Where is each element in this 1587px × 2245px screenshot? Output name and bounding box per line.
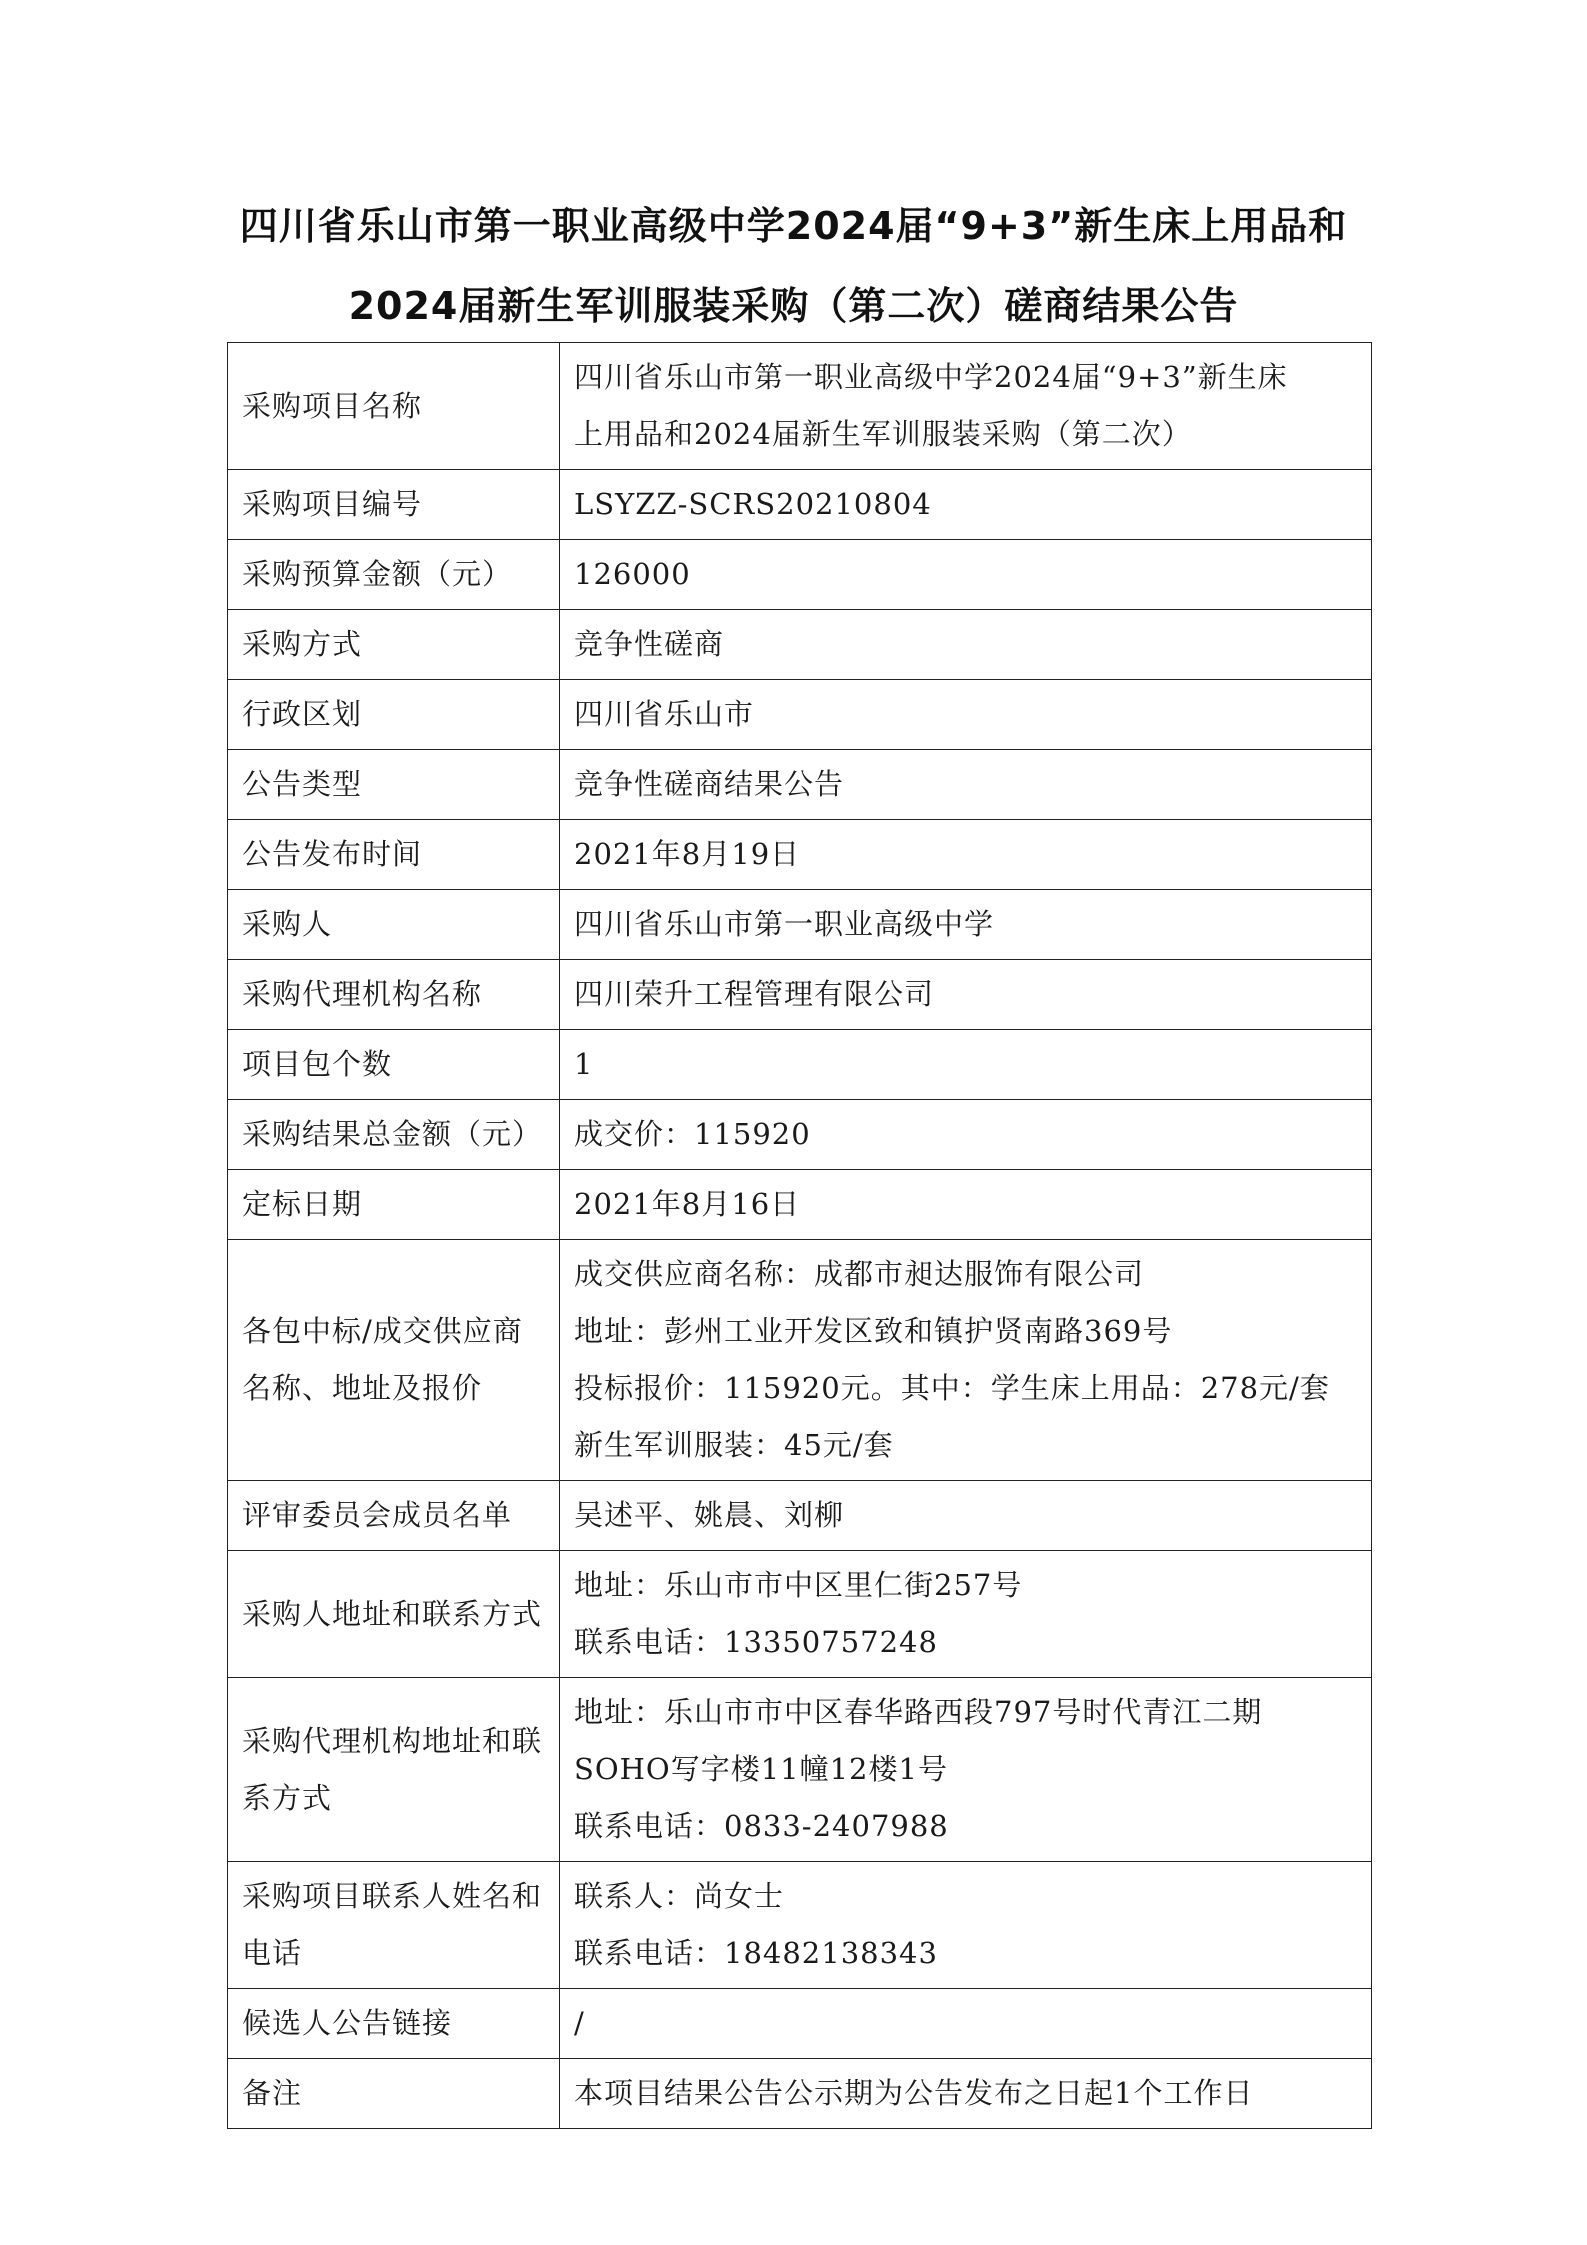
- value-line: 联系电话：18482138343: [574, 1936, 938, 1970]
- row-label-notice-type: 公告类型: [228, 750, 560, 820]
- row-value-agency-contact: [560, 1678, 1372, 1862]
- row-label-project-contact: 采购项目联系人姓名和电话: [228, 1862, 560, 1989]
- row-value-project-contact: [560, 1862, 1372, 1989]
- row-value-package-count: [560, 1030, 1372, 1100]
- row-label-supplier-info: 各包中标/成交供应商名称、地址及报价: [228, 1240, 560, 1481]
- table-row: [228, 343, 1372, 470]
- row-value-purchaser-contact: [560, 1551, 1372, 1678]
- value-line: 上用品和2024届新生军训服装采购（第二次）: [574, 417, 1192, 451]
- procurement-result-table: [227, 342, 1372, 2129]
- value-line: 2021年8月16日: [574, 1187, 801, 1221]
- row-value-budget: [560, 540, 1372, 610]
- value-line: SOHO写字楼11幢12楼1号: [574, 1752, 948, 1786]
- table-row: [228, 890, 1372, 960]
- row-label-agency-name: 采购代理机构名称: [228, 960, 560, 1030]
- row-value-project-name: [560, 343, 1372, 470]
- value-line: 成交供应商名称：成都市昶达服饰有限公司: [574, 1257, 1145, 1291]
- table-row: [228, 1989, 1372, 2059]
- table-row: [228, 1170, 1372, 1240]
- row-label-publish-time: 公告发布时间: [228, 820, 560, 890]
- row-value-region: [560, 680, 1372, 750]
- table-row: [228, 1100, 1372, 1170]
- row-value-agency-name: [560, 960, 1372, 1030]
- value-line: 联系电话：0833-2407988: [574, 1809, 949, 1843]
- table-row: [228, 470, 1372, 540]
- value-line: 地址：彭州工业开发区致和镇护贤南路369号: [574, 1314, 1173, 1348]
- value-line: 四川荣升工程管理有限公司: [574, 977, 935, 1011]
- value-line: 四川省乐山市: [574, 697, 755, 731]
- table-row: [228, 1030, 1372, 1100]
- row-label-candidate-link: 候选人公告链接: [228, 1989, 560, 2059]
- table-row: [228, 540, 1372, 610]
- row-value-award-date: [560, 1170, 1372, 1240]
- row-value-publish-time: [560, 820, 1372, 890]
- table-row: [228, 1678, 1372, 1862]
- row-label-award-date: 定标日期: [228, 1170, 560, 1240]
- row-label-purchaser: 采购人: [228, 890, 560, 960]
- value-line: 2021年8月19日: [574, 837, 801, 871]
- row-value-method: [560, 610, 1372, 680]
- row-value-candidate-link: [560, 1989, 1372, 2059]
- document-title-line-1: 四川省乐山市第一职业高级中学2024届“9+3”新生床上用品和: [239, 204, 1348, 248]
- table-row: [228, 960, 1372, 1030]
- row-label-committee: 评审委员会成员名单: [228, 1481, 560, 1551]
- row-label-package-count: 项目包个数: [228, 1030, 560, 1100]
- row-label-total-amount: 采购结果总金额（元）: [228, 1100, 560, 1170]
- table-row: [228, 1551, 1372, 1678]
- row-value-project-number: [560, 470, 1372, 540]
- value-line: /: [574, 2006, 585, 2040]
- row-value-notice-type: [560, 750, 1372, 820]
- value-line: 本项目结果公告公示期为公告发布之日起1个工作日: [574, 2076, 1254, 2110]
- row-label-method: 采购方式: [228, 610, 560, 680]
- row-label-region: 行政区划: [228, 680, 560, 750]
- table-row: [228, 750, 1372, 820]
- table-row: [228, 2059, 1372, 2129]
- table-row: [228, 1240, 1372, 1481]
- value-line: 四川省乐山市第一职业高级中学: [574, 907, 995, 941]
- value-line: 地址：乐山市市中区里仁街257号: [574, 1568, 1023, 1602]
- row-label-project-name: 采购项目名称: [228, 343, 560, 470]
- table-row: [228, 680, 1372, 750]
- value-line: 地址：乐山市市中区春华路西段797号时代青江二期: [574, 1695, 1263, 1729]
- row-value-total-amount: [560, 1100, 1372, 1170]
- row-value-supplier-info: [560, 1240, 1372, 1481]
- value-line: 吴述平、姚晨、刘柳: [574, 1498, 845, 1532]
- table-row: [228, 820, 1372, 890]
- value-line: 竞争性磋商: [574, 627, 725, 661]
- value-line: 新生军训服装：45元/套: [574, 1428, 894, 1462]
- value-line: 竞争性磋商结果公告: [574, 767, 845, 801]
- value-line: 126000: [574, 557, 691, 591]
- row-value-remarks: [560, 2059, 1372, 2129]
- value-line: LSYZZ-SCRS20210804: [574, 487, 932, 521]
- value-line: 联系人：尚女士: [574, 1879, 785, 1913]
- row-value-purchaser: [560, 890, 1372, 960]
- value-line: 1: [574, 1047, 594, 1081]
- row-label-project-number: 采购项目编号: [228, 470, 560, 540]
- value-line: 成交价：115920: [574, 1117, 811, 1151]
- table-row: [228, 1862, 1372, 1989]
- value-line: 联系电话：13350757248: [574, 1625, 938, 1659]
- table-row: [228, 610, 1372, 680]
- row-label-purchaser-contact: 采购人地址和联系方式: [228, 1551, 560, 1678]
- row-label-remarks: 备注: [228, 2059, 560, 2129]
- table-row: [228, 1481, 1372, 1551]
- value-line: 投标报价：115920元。其中：学生床上用品：278元/套: [574, 1371, 1330, 1405]
- value-line: 四川省乐山市第一职业高级中学2024届“9+3”新生床: [574, 360, 1288, 394]
- row-label-agency-contact: 采购代理机构地址和联系方式: [228, 1678, 560, 1862]
- document-title-line-2: 2024届新生军训服装采购（第二次）磋商结果公告: [348, 284, 1239, 328]
- row-label-budget: 采购预算金额（元）: [228, 540, 560, 610]
- row-value-committee: [560, 1481, 1372, 1551]
